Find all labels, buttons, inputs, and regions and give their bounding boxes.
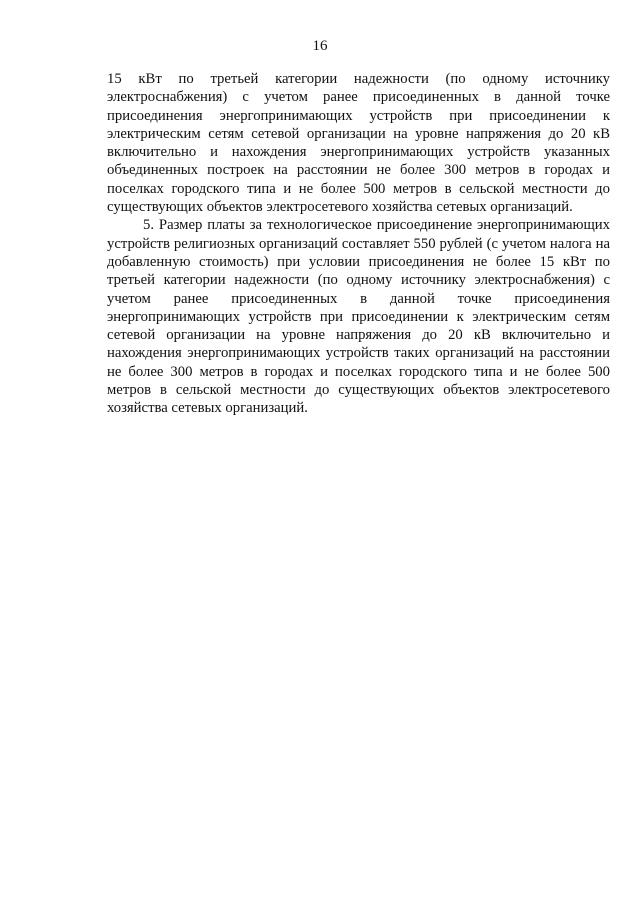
paragraph-item-5: 5. Размер платы за технологическое присоединение энергопринимающих устройств религиозных организаций составляет 550 рублей (с учетом налога на добавленную стоимость) при условии присоединения не более 15 кВт по третьей категории надежности (по одному источнику электроснабжения) с учетом ранее присоединенных в данной точке присоединения энергопринимающих устройств при присоединении к электрическим сетям сетевой организации на уровне напряжения до 20 кВ включительно и нахождения энергопринимающих устройств таких организаций на расстоянии не более 300 метров в городах и поселках городского типа и не более 500 метров в сельской местности до существующих объектов электросетевого хозяйства сетевых организаций. (107, 217, 610, 417)
document-body (107, 70, 610, 418)
page-number: 16 (312, 38, 328, 54)
paragraph-continuation: 15 кВт по третьей категории надежности (по одному источнику электроснабжения) с учетом ранее присоединенных в данной точке присоединения энергопринимающих устройств при присоединении к электрическим сетям сетевой организации на уровне напряжения до 20 кВ включительно и нахождения энергопринимающих устройств указанных объединенных построек на расстоянии не более 300 метров в городах и поселках городского типа и не более 500 метров в сельской местности до существующих объектов электросетевого хозяйства сетевых организаций. (107, 71, 610, 216)
